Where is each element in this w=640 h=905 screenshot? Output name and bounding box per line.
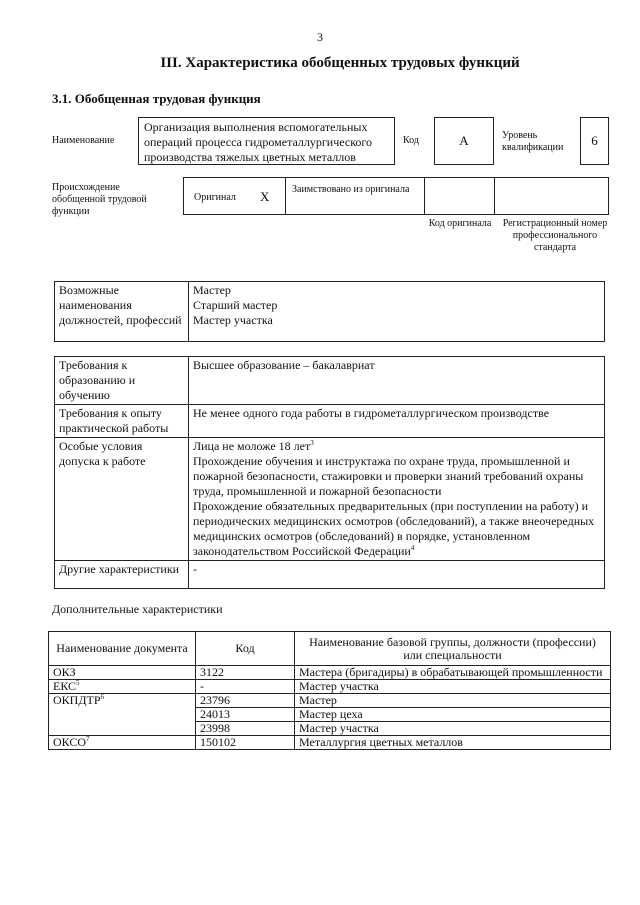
table-row xyxy=(49,666,611,680)
page-number: 3 xyxy=(317,30,323,44)
special-condition-item xyxy=(193,499,600,559)
level-box xyxy=(580,117,609,165)
code-value: А xyxy=(459,133,469,148)
name-cell: Мастер участка xyxy=(295,722,611,736)
additional-title: Дополнительные характеристики xyxy=(52,602,223,616)
experience-value: Не менее одного года работы в гидрометаллургическом производстве xyxy=(189,405,605,438)
special-conditions-cell xyxy=(189,438,605,561)
requirements-table xyxy=(54,356,605,589)
doc-cell xyxy=(49,666,196,680)
special-condition-text: Прохождение обязательных предварительных (при поступлении на работу) и периодических медицинских осмотров (обследований), а также внеочередных медицинских осмотров (обследований) в порядке, установленном законодательством Российской Федерации xyxy=(193,499,595,558)
reg-number-caption: Регистрационный номер профессионального стандарта xyxy=(502,218,608,253)
doc-name: ЕКС xyxy=(53,679,77,693)
name-cell: Мастер участка xyxy=(295,680,611,694)
table-row xyxy=(49,694,611,708)
positions-table xyxy=(54,281,605,342)
position-item: Старший мастер xyxy=(193,298,278,312)
level-value: 6 xyxy=(591,133,598,148)
special-condition-item: Прохождение обучения и инструктажа по охране труда, промышленной и пожарной безопасности, стажировки и проверки знаний требований охраны труда, промышленной и пожарной безопасности xyxy=(193,454,584,498)
table-row xyxy=(49,680,611,694)
education-label: Требования к образованию и обучению xyxy=(55,357,189,405)
doc-cell xyxy=(49,694,196,736)
borrowed-label: Заимствовано из оригинала xyxy=(292,184,410,195)
footnote-ref: 4 xyxy=(410,544,415,552)
original-label: Оригинал xyxy=(194,192,236,203)
footnote-ref: 6 xyxy=(100,693,105,701)
name-cell: Мастер xyxy=(295,694,611,708)
function-name-box xyxy=(138,117,395,165)
doc-name: ОКЗ xyxy=(53,665,76,679)
header-name: Наименование базовой группы, должности (профессии) или специальности xyxy=(295,632,611,666)
footnote-ref: 5 xyxy=(76,679,80,687)
subsection-title: 3.1. Обобщенная трудовая функция xyxy=(52,91,261,106)
code-original-caption: Код оригинала xyxy=(428,218,492,229)
origin-label: Происхождение обобщенной трудовой функции xyxy=(52,182,147,217)
header-doc: Наименование документа xyxy=(49,632,196,666)
footnote-ref: 7 xyxy=(86,735,90,743)
name-cell: Мастер цеха xyxy=(295,708,611,722)
code-cell: 3122 xyxy=(196,666,295,680)
code-cell: 150102 xyxy=(196,736,295,750)
level-label: Уровень квалификации xyxy=(502,130,564,153)
origin-divider xyxy=(285,178,286,214)
additional-table xyxy=(48,631,611,750)
code-cell: - xyxy=(196,680,295,694)
code-box xyxy=(434,117,494,165)
other-label: Другие характеристики xyxy=(55,561,189,589)
doc-cell xyxy=(49,736,196,750)
doc-cell xyxy=(49,680,196,694)
original-mark: X xyxy=(260,189,270,204)
special-condition-text: Лица не моложе 18 лет xyxy=(193,439,311,453)
origin-row xyxy=(183,177,609,215)
code-label: Код xyxy=(403,135,419,146)
position-item: Мастер xyxy=(193,283,231,297)
positions-cell xyxy=(189,282,605,342)
other-value: - xyxy=(189,561,605,589)
positions-label: Возможные наименования должностей, профессий xyxy=(55,282,189,342)
header-code: Код xyxy=(196,632,295,666)
doc-name: ОКПДТР xyxy=(53,693,101,707)
name-cell: Мастера (бригадиры) в обрабатывающей промышленности xyxy=(295,666,611,680)
position-item: Мастер участка xyxy=(193,313,273,327)
name-label: Наименование xyxy=(52,135,115,146)
special-conditions-label: Особые условия допуска к работе xyxy=(55,438,189,561)
origin-divider xyxy=(494,178,495,214)
section-title: III. Характеристика обобщенных трудовых функций xyxy=(160,55,520,71)
special-condition-item xyxy=(193,439,600,454)
origin-divider xyxy=(424,178,425,214)
doc-name: ОКСО xyxy=(53,735,87,749)
name-cell: Металлургия цветных металлов xyxy=(295,736,611,750)
code-cell: 23796 xyxy=(196,694,295,708)
code-cell: 23998 xyxy=(196,722,295,736)
table-row xyxy=(49,736,611,750)
footnote-ref: 3 xyxy=(310,439,314,447)
code-cell: 24013 xyxy=(196,708,295,722)
function-name-value: Организация выполнения вспомогательных операций процесса гидрометаллургического производства тяжелых цветных металлов xyxy=(144,120,373,164)
experience-label: Требования к опыту практической работы xyxy=(55,405,189,438)
education-value: Высшее образование – бакалавриат xyxy=(189,357,605,405)
